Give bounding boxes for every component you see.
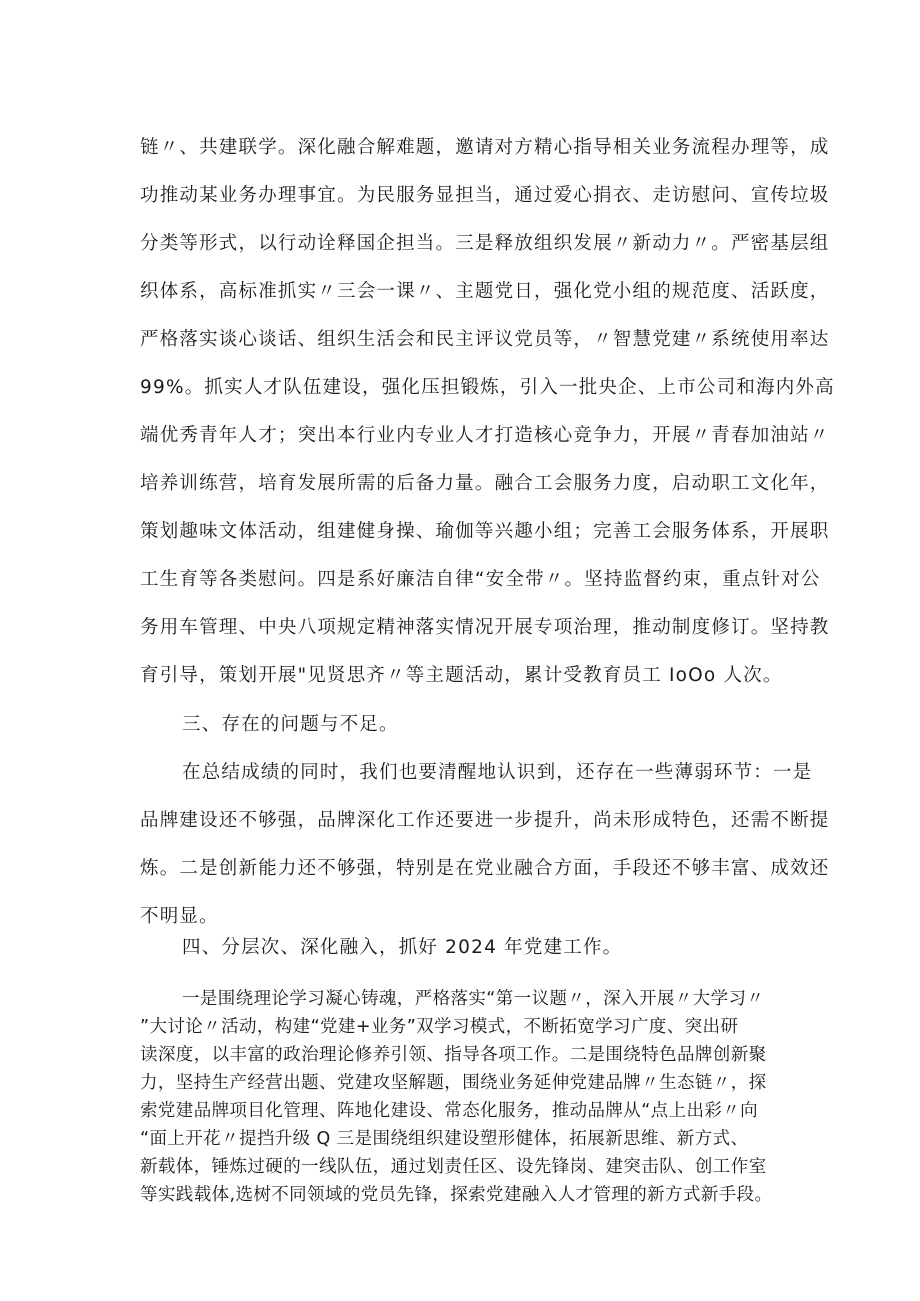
paragraph-line: 工生育等各类慰问。四是系好廉洁自律“安全带〃。坚持监督约束，重点针对公 xyxy=(140,569,821,590)
paragraph-line: 索党建品牌项目化管理、阵地化建设、常态化服务，推动品牌从“点上出彩〃向 xyxy=(140,1101,759,1121)
paragraph-line: 端优秀青年人才；突出本行业内专业人才打造核心竞争力，开展〃青春加油站〃 xyxy=(140,425,830,446)
paragraph-line: 在总结成绩的同时，我们也要清醒地认识到，还存在一些薄弱环节：一是 xyxy=(182,762,813,783)
paragraph-line: 严格落实谈心谈话、组织生活会和民主评议党员等，〃智慧党建〃系统使用率达 xyxy=(140,329,830,350)
section-heading: 四、分层次、深化融入，抓好 2024 年党建工作。 xyxy=(182,937,623,958)
paragraph-line: 育引导，策划开展"见贤思齐〃等主题活动，累计受教育员工 IoOo 人次。 xyxy=(140,665,783,686)
paragraph-line: 培养训练营，培育发展所需的后备力量。融合工会服务力度，启动职工文化年， xyxy=(140,473,830,494)
paragraph-line: 等实践载体,选树不同领域的党员先锋，探索党建融入人才管理的新方式新手段。 xyxy=(140,1185,773,1205)
paragraph-line: “面上开花〃提挡升级 Q 三是围绕组织建设塑形健体，拓展新思维、新方式、 xyxy=(140,1129,749,1149)
paragraph-line: 99%。抓实人才队伍建设，强化压担锻炼，引入一批央企、上市公司和海内外高 xyxy=(140,377,835,398)
paragraph-line: 新载体，锤炼过硬的一线队伍，通过划责任区、设先锋岗、建突击队、创工作室 xyxy=(140,1157,767,1177)
paragraph-line: 一是围绕理论学习凝心铸魂，严格落实“第一议题〃，深入开展〃大学习〃 xyxy=(182,989,765,1009)
paragraph-line: ”大讨论〃活动，构建“党建+业务”双学习模式，不断拓宽学习广度、突出研 xyxy=(140,1017,739,1037)
paragraph-line: 分类等形式，以行动诠释国企担当。三是释放组织发展〃新动力〃。严密基层组 xyxy=(140,233,830,254)
paragraph-line: 务用车管理、中央八项规定精神落实情况开展专项治理，推动制度修订。坚持教 xyxy=(140,617,830,638)
paragraph-line: 力，坚持生产经营出题、党建攻坚解题，围绕业务延伸党建品牌〃生态链〃，探 xyxy=(140,1073,767,1093)
paragraph-line: 功推动某业务办理事宜。为民服务显担当，通过爱心捐衣、走访慰问、宣传垃圾 xyxy=(140,185,830,206)
paragraph-line: 品牌建设还不够强，品牌深化工作还要进一步提升，尚未形成特色，还需不断提 xyxy=(140,810,830,831)
paragraph-line: 织体系，高标准抓实〃三会一课〃、主题党日，强化党小组的规范度、活跃度， xyxy=(140,281,830,302)
paragraph-line: 炼。二是创新能力还不够强，特别是在党业融合方面，手段还不够丰富、成效还 xyxy=(140,858,830,879)
section-heading: 三、存在的问题与不足。 xyxy=(182,714,399,735)
paragraph-line: 策划趣味文体活动，组建健身操、瑜伽等兴趣小组；完善工会服务体系，开展职 xyxy=(140,521,830,542)
paragraph-line: 链〃、共建联学。深化融合解难题，邀请对方精心指导相关业务流程办理等，成 xyxy=(140,137,830,158)
paragraph-line: 不明显。 xyxy=(140,906,219,927)
paragraph-line: 读深度，以丰富的政治理论修养引领、指导各项工作。二是围绕特色品牌创新聚 xyxy=(140,1045,767,1065)
